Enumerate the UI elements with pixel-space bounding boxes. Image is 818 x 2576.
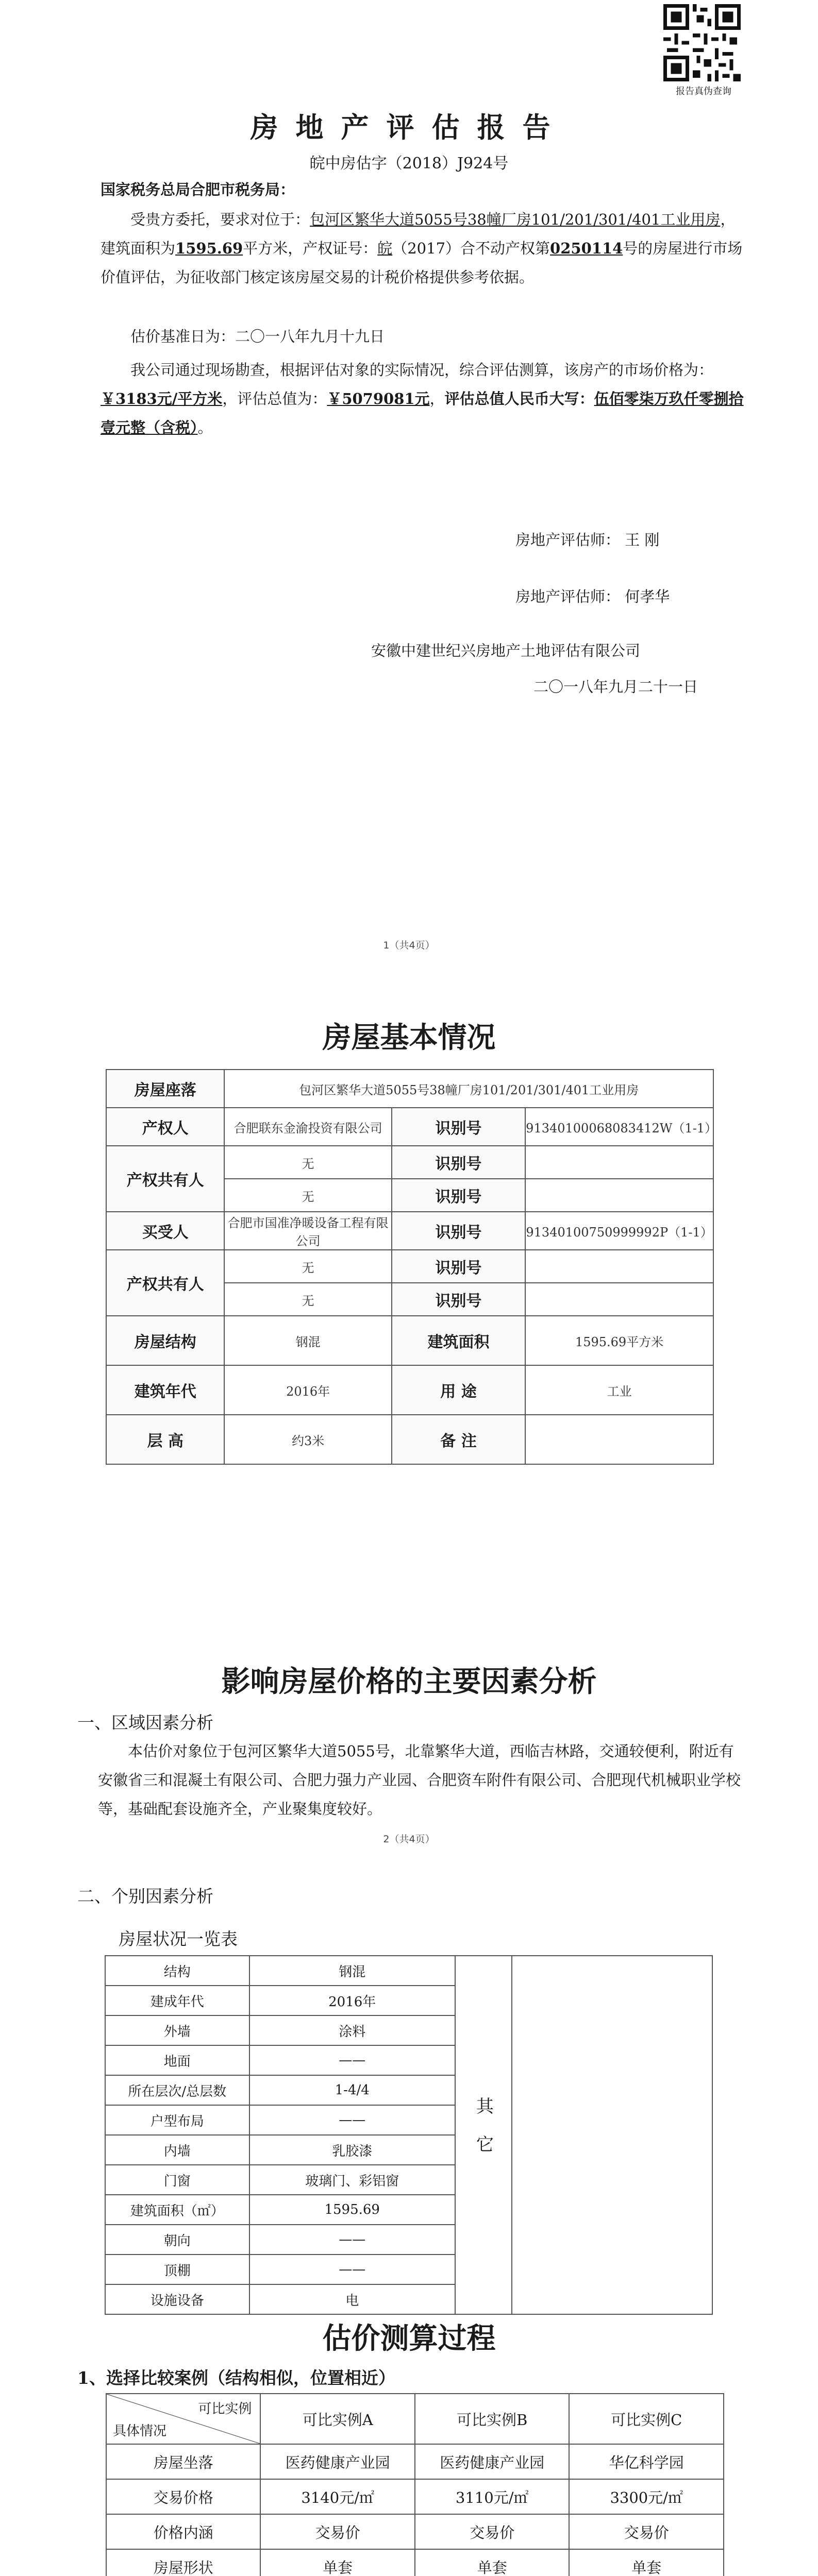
status-label: 所在层次/总层数 [105,2075,249,2105]
status-table [105,1955,713,2315]
cell-value: 交易价 [260,2514,415,2549]
cell-value: 交易价 [569,2514,724,2549]
status-value: 1-4/4 [249,2075,455,2105]
diagonal-header-cell [106,2394,260,2444]
regional-analysis: 本估价对象位于包河区繁华大道5055号，北靠繁华大道，西临吉林路，交通较便利，附近有安徽省三和混凝土有限公司、合肥力强力产业园、合肥资车附件有限公司、合肥现代机械职业学校等，基础配套设施齐全，产业聚集度较好。 [98,1742,741,1818]
status-table-title: 房屋状况一览表 [119,1929,238,1949]
qr-caption: 报告真伪查询 [676,86,731,97]
status-value: —— [249,2225,455,2255]
appraiser-2: 房地产评估师： 何孝华 [515,588,670,605]
table-row [106,2444,724,2479]
table-row [105,1956,712,1986]
header-bottom-label: 具体情况 [113,2424,167,2439]
cell-value: 3110元/㎡ [415,2479,570,2514]
owner-id: 91340100068083412W（1-1） [525,1108,713,1146]
cell-value: 3140元/㎡ [260,2479,415,2514]
row-label: 交易价格 [106,2479,260,2514]
column-header: 可比实例A [260,2394,415,2444]
section-title-calc: 估价测算过程 [322,2321,496,2355]
section-title-factors: 影响房屋价格的主要因素分析 [221,1665,597,1699]
table-row [106,2479,724,2514]
basic-info-table: 房屋座落 包河区繁华大道5055号38幢厂房101/201/301/401工业用房 产权人 合肥联东金渝投资有限公司 识别号 91340100068083412W（1-1） 产权共有人 无 识别号 无 识别号 买受人 合肥市国准净暖设备工程有限公司 识别号 91340100750999992P（1-1） 产权共有人 无 识别号 无 识别号 房屋结构 钢混 建筑面积 1595.69平方米 建筑年代 2016年 用 途 工业 层 高 约3米 备 注 [106,1069,714,1465]
location-value: 包河区繁华大道5055号38幢厂房101/201/301/401工业用房 [224,1070,713,1108]
valuation-date: 估价基准日为：二〇一八年九月十九日 [130,328,385,345]
certificate-number: 0250114 [550,240,623,257]
property-address: 包河区繁华大道5055号38幢厂房101/201/301/401工业用房 [310,211,721,228]
header-row [106,2394,724,2444]
status-value: 涂料 [249,2015,455,2045]
comparison-table [106,2393,724,2576]
company-name: 安徽中建世纪兴房地产土地评估有限公司 [371,642,641,659]
column-header: 可比实例C [569,2394,724,2444]
table-row [106,2549,724,2576]
status-label: 外墙 [105,2015,249,2045]
status-label: 建成年代 [105,1986,249,2015]
cell-value: 3300元/㎡ [569,2479,724,2514]
report-date: 二〇一八年九月二十一日 [533,678,698,696]
page-number: 1（共4页） [383,940,435,951]
header-top-label: 可比实例 [198,2401,252,2417]
status-value: 钢混 [249,1956,455,1986]
paragraph-commission: 受贵方委托，要求对位于：包河区繁华大道5055号38幢厂房101/201/301/401工业用房，建筑面积为1595.69平方米，产权证号：皖（2017）合不动产权第0250114号的房屋进行市场价值评估，为征收部门核定该房屋交易的计税价格提供参考依据。 [101,211,743,286]
buyer-value: 合肥市国准净暖设备工程有限公司 [224,1212,391,1250]
owner-value: 合肥联东金渝投资有限公司 [224,1108,391,1146]
report-title: 房地产评估报告 [250,111,568,144]
status-label: 户型布局 [105,2105,249,2135]
row-label: 价格内涵 [106,2514,260,2549]
status-value: —— [249,2105,455,2135]
other-label: 其它 [455,1956,512,2314]
other-value [512,1956,712,2314]
status-label: 门窗 [105,2165,249,2195]
total-value-chinese: 伍佰零柒万玖仟零捌拾壹元整（含税） [101,390,744,436]
status-label: 结构 [105,1956,249,1986]
status-value: 玻璃门、彩铝窗 [249,2165,455,2195]
table-row [106,2514,724,2549]
status-value: 乳胶漆 [249,2135,455,2165]
status-value: —— [249,2045,455,2075]
heading-individual: 二、个别因素分析 [77,1886,213,1906]
cell-value: 医药健康产业园 [260,2444,415,2479]
status-label: 内墙 [105,2135,249,2165]
cell-value: 单套 [415,2549,570,2576]
row-label: 房屋形状 [106,2549,260,2576]
page-individual [0,1883,818,2576]
cell-value: 交易价 [415,2514,570,2549]
heading-regional: 一、区域因素分析 [77,1713,213,1733]
section-title-basic: 房屋基本情况 [322,1021,496,1055]
page-number: 2（共4页） [383,1834,435,1845]
paragraph-result: 我公司通过现场勘查，根据评估对象的实际情况，综合评估测算，该房产的市场价格为：￥3183元/平方米，评估总值为：￥5079081元，评估总值人民币大写：伍佰零柒万玖仟零捌拾壹元整（含税）。 [101,361,744,436]
unit-price: ￥3183元/平方米 [101,390,223,408]
status-label: 设施设备 [105,2284,249,2314]
page-basic [0,956,818,1832]
status-value: —— [249,2255,455,2284]
cell-value: 单套 [569,2549,724,2576]
status-value: 2016年 [249,1986,455,2015]
page-cover [0,0,818,956]
cell-value: 医药健康产业园 [415,2444,570,2479]
status-label: 朝向 [105,2225,249,2255]
row-label: 房屋坐落 [106,2444,260,2479]
status-label: 地面 [105,2045,249,2075]
cell-value: 华亿科学园 [569,2444,724,2479]
buyer-id: 91340100750999992P（1-1） [525,1212,713,1250]
status-label: 建筑面积（㎡） [105,2195,249,2225]
column-header: 可比实例B [415,2394,570,2444]
heading-cases: 1、选择比较案例（结构相似，位置相近） [77,2368,395,2388]
appraiser-1: 房地产评估师： 王 刚 [515,531,660,549]
report-number: 皖中房估字（2018）J924号 [309,155,509,173]
recipient: 国家税务总局合肥市税务局： [101,181,295,198]
property-area: 1595.69 [175,240,243,257]
status-value: 电 [249,2284,455,2314]
total-value: ￥5079081元 [327,390,430,408]
cell-value: 单套 [260,2549,415,2576]
status-label: 顶棚 [105,2255,249,2284]
qr-code-icon[interactable] [663,4,741,81]
status-value: 1595.69 [249,2195,455,2225]
